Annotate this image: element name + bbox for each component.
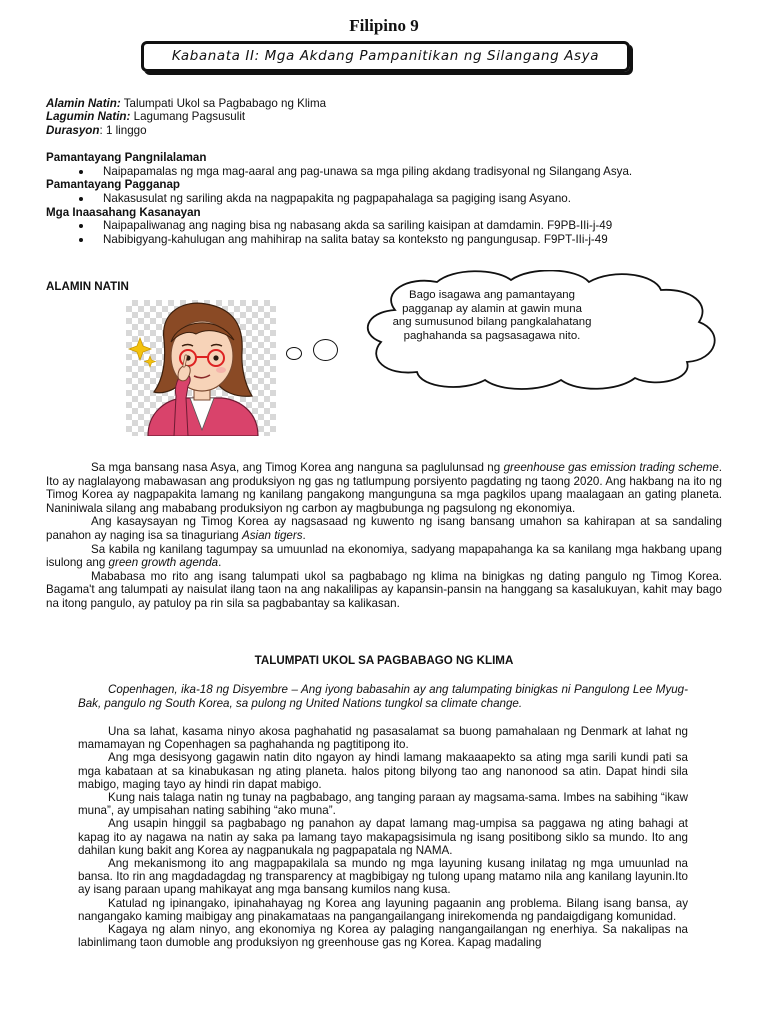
intro-text <box>46 461 722 611</box>
speech-paragraph: Kung nais talaga natin ng tunay na pagbabago, ang tanging paraan ay magsama-sama. Imbes na sabihing “ikaw muna”, ay umpisahan nating sabihing “ako muna”. <box>78 791 688 818</box>
speech-paragraph: Katulad ng ipinangako, ipinahahayag ng Korea ang layuning pagaanin ang problema. Bilang isang bansa, ay nangangako kaming maibigay ang pinakamataas na pangangailangang inirekomenda ng pandaigdigang komunidad. <box>78 896 688 923</box>
intro-paragraph: Mababasa mo rito ang isang talumpati ukol sa pagbabago ng klima na binigkas ng dating pangulo ng Timog Korea. Bagama't ang talumpati ay naisulat ilang taon na ang nakalilipas ay kapansin-pansin na hanggang sa kasalukuyan, kahit may bago na itong pangulo, ay patuloy pa rin sila sa pagbabantay sa kalikasan. <box>46 569 722 610</box>
inaasahan-item: Naipapaliwanag ang naging bisa ng nabasang akda sa sariling kaisipan at damdamin. F9PB-IIi-j-49 <box>46 219 726 233</box>
alamin-heading: ALAMIN NATIN <box>46 280 129 293</box>
speech-paragraph: Ang usapin hinggil sa pagbabago ng panahon ay dapat lamang mag-umpisa sa paggawa ng ating bahagi at kapag ito ay nagawa na natin ay saka pa lamang tayo makapagsisimula ng isang positibong siklo sa mundo. Ito ang dahilan kung bakit ang Korea ay nagpanukala ng pagpapatala ng NAMA. <box>78 817 688 857</box>
pangnilalaman-item: Naipapamalas ng mga mag-aaral ang pag-unawa sa mga piling akdang tradisyonal ng Silangang Asya. <box>46 165 726 179</box>
speech-paragraph: Una sa lahat, kasama ninyo akosa paghahatid ng pasasalamat sa buong pamahalaan ng Denmark at lahat ng mamamayan ng Copenhagen sa paghahanda ng pagtitipong ito. <box>78 725 688 752</box>
speech-title: TALUMPATI UKOL SA PAGBABAGO NG KLIMA <box>254 654 514 667</box>
chapter-banner <box>141 41 630 72</box>
intro-paragraph: Ang kasaysayan ng Timog Korea ay nagsasaad ng kuwento ng isang bansang umahon sa kahirapan at sa sandaling panahon ay naging isa sa tinaguriang Asian tigers. <box>46 515 722 542</box>
lesson-meta <box>46 97 726 137</box>
thought-dot-medium <box>313 339 338 361</box>
meta-lagumin-value: Lagumang Pagsusulit <box>133 110 246 124</box>
pagganap-heading: Pamantayang Pagganap <box>46 178 181 192</box>
intro-paragraph: Sa mga bansang nasa Asya, ang Timog Korea ang nanguna sa paglulunsad ng greenhouse gas emission trading scheme. Ito ay naglalayong mabawasan ang produksiyon ng gas ng tatlumpung porsiyento pagdating ng taong 2020. Ang hakbang na ito ng Timog Korea ay nagpapakita lamang ng kanilang pangakong mangunguna sa mga pagkilos upang maalagaan an gating planeta. Naniniwala silang ang mababang produksiyon ng carbon ay magbubunga ng pagsulong ng ekonomiya. <box>46 461 723 515</box>
inaasahan-item: Nabibigyang-kahulugan ang mahihirap na salita batay sa konteksto ng pangungusap. F9PT-IIi-j-49 <box>46 233 726 247</box>
chapter-title: Kabanata II: Mga Akdang Pampanitikan ng Silangang Asya <box>171 48 600 65</box>
meta-lagumin: Lagumin Natin: Lagumang Pagsusulit <box>46 110 246 124</box>
meta-durasyon-label: Durasyon <box>46 123 100 137</box>
pangnilalaman-heading: Pamantayang Pangnilalaman <box>46 151 207 164</box>
speech-lead-text: Copenhagen, ika-18 ng Disyembre – Ang iyong babasahin ay ang talumpating binigkas ni Pangulong Lee Myug-Bak, pangulo ng South Korea, sa pulong ng United Nations tungkol sa climate change. <box>78 683 688 710</box>
standards-section <box>46 151 726 247</box>
speech-body <box>78 725 688 949</box>
speech-lead <box>78 683 688 711</box>
speech-paragraph: Ang mga desisyong gagawin natin dito ngayon ay hindi lamang makaaapekto sa ating mga sarili kundi pati sa mga kabataan at sa kinabukasan ng ating planeta. halos pitong bilyong tao ang nanonood sa atin. Dapat hindi sila mabigo, maging tayo ay hindi rin dapat mabigo. <box>78 751 688 791</box>
inaasahan-heading: Mga Inaasahang Kasanayan <box>46 205 201 219</box>
meta-durasyon: Durasyon: 1 linggo <box>46 123 147 137</box>
speech-paragraph: Ang mekanismong ito ang magpapakilala sa mundo ng mga layuning kusang inilatag ng mga umuunlad na bansa. Ito rin ang magdadagdag ng transparency at magbibigay ng tulong upang matamo nila ang kanilang layunin.Ito ay isang paraan upang mahikayat ang mga bansang kumilos nang kusa. <box>78 857 688 897</box>
thought-bubble-text: Bago isagawa ang pamantayang pagganap ay alamin at gawin muna ang sumusunod bilang pangkalahatang paghahanda sa pagsasagawa nito. <box>392 289 592 342</box>
meta-alamin: Alamin Natin: Talumpati Ukol sa Pagbabago ng Klima <box>46 97 327 110</box>
meta-durasyon-value: 1 linggo <box>105 123 147 137</box>
page-title: Filipino 9 <box>349 16 419 35</box>
meta-alamin-value: Talumpati Ukol sa Pagbabago ng Klima <box>123 97 327 110</box>
speech-paragraph: Kagaya ng alam ninyo, ang ekonomiya ng Korea ay palaging nangangailangan ng enerhiya. Sa nakalipas na labinlimang taon dumoble ang produksiyon ng greenhouse gas ng Korea. Kapag madaling <box>78 923 688 950</box>
girl-icon <box>126 300 276 436</box>
intro-paragraph: Sa kabila ng kanilang tagumpay sa umuunlad na ekonomiya, sadyang mapapahanga ka sa kanilang mga hakbang upang isulong ang green growth agenda. <box>46 542 722 570</box>
pagganap-item: Nakasusulat ng sariling akda na nagpapakita ng pagpapahalaga sa pagiging isang Asyano. <box>46 192 726 206</box>
thinking-girl-illustration <box>126 300 276 436</box>
thought-dot-small <box>286 347 302 360</box>
meta-alamin-label: Alamin Natin <box>46 97 117 110</box>
meta-lagumin-label: Lagumin Natin <box>46 110 127 124</box>
